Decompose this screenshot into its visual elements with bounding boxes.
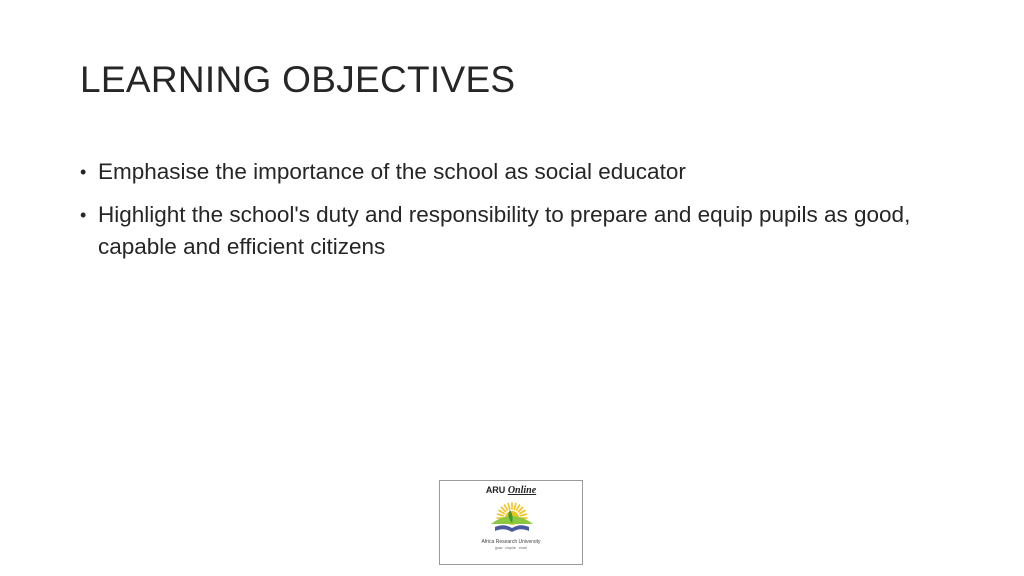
logo-wordmark [440, 485, 582, 496]
sun-hill-book-icon [485, 498, 539, 538]
bullet-list [78, 156, 938, 274]
logo-university-name: Africa Research University [481, 539, 541, 545]
bullet-icon: • [80, 205, 87, 225]
bullet-text: Emphasise the importance of the school as social educator [98, 159, 686, 184]
logo-tagline: grow · inspire · excel [494, 546, 528, 550]
list-item [78, 199, 938, 263]
slide-title: LEARNING OBJECTIVES [80, 59, 516, 100]
logo-brand: ARU [485, 485, 506, 495]
bullet-icon: • [80, 162, 87, 182]
bullet-text: Highlight the school's duty and responsibility to prepare and equip pupils as good, capable and efficient citizens [98, 202, 911, 259]
aru-online-logo [439, 480, 583, 565]
logo-brand-suffix: Online [507, 485, 537, 496]
list-item [78, 156, 938, 188]
